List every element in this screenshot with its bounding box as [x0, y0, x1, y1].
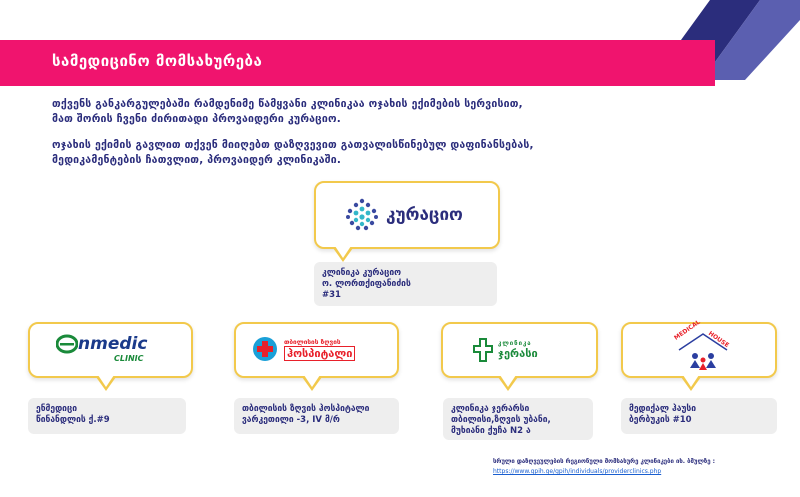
- intro-paragraph-1: [52, 97, 692, 127]
- intro-line: თქვენს განკარგულებაში რამდენიმე წამყვანი კლინიკაა ოჯახის ექიმების სერვისით,: [52, 98, 523, 110]
- address-line: მედიქალ ჰაუსი: [629, 404, 697, 414]
- enmedic-logo-subtext: CLINIC: [114, 354, 144, 363]
- jerarsi-logo-text: კლინიკა: [498, 340, 532, 347]
- jerarsi-address: [443, 398, 593, 440]
- jerarsi-cross-icon: [473, 338, 493, 362]
- medical-house-address: [621, 398, 777, 434]
- footer-note: სრული დაზღვეულების რეგიონული მომსახურე კლინიკები იხ. ბმულზე :: [493, 458, 716, 465]
- enmedic-address: [28, 398, 186, 434]
- jerarsi-bubble: [441, 322, 598, 378]
- medical-house-bubble-tail: [681, 377, 701, 391]
- sea-hospital-address: [234, 398, 399, 434]
- intro-line: ოჯახის ექიმის გავლით თქვენ მიიღებთ დაზღვევით გათვალისწინებულ დაფინანსებას,: [52, 139, 534, 151]
- enmedic-e-icon: [56, 334, 78, 354]
- medical-house-logo: [673, 318, 733, 372]
- curatio-logo: [344, 197, 463, 233]
- address-line: ო. ლორთქიფანიძის: [322, 279, 411, 289]
- sea-hospital-bubble-tail: [302, 377, 322, 391]
- medical-house-bubble: [621, 318, 777, 378]
- intro-line: მათ შორის ჩვენი ძირითადი პროვაიდერი კურაციო.: [52, 113, 341, 125]
- sea-hospital-bubble: [234, 322, 399, 378]
- enmedic-bubble: [28, 322, 193, 378]
- main-clinic-bubble: [314, 181, 500, 249]
- address-line: წინანდლის ქ.#9: [36, 415, 110, 425]
- sea-hospital-cross-icon: [252, 336, 278, 362]
- medical-house-logo-text: MEDICAL: [673, 318, 702, 342]
- sea-hospital-logo-text: თბილისის ზღვის: [284, 337, 341, 346]
- address-line: თბილისის ზღვის ჰოსპიტალი: [242, 404, 370, 414]
- intro-paragraph-2: [52, 138, 692, 168]
- main-clinic-bubble-tail: [333, 248, 353, 262]
- address-line: ვარკეთილი -3, IV მ/რ: [242, 415, 340, 425]
- sea-hospital-logo-subtext: ჰოსპიტალი: [284, 346, 355, 361]
- jerarsi-logo-subtext: ჯერასი: [498, 347, 538, 360]
- enmedic-logo: [56, 334, 147, 363]
- curatio-logo-text: კურაციო: [386, 205, 463, 225]
- address-line: კლინიკა კურაციო: [322, 268, 402, 278]
- main-clinic-address: [314, 262, 497, 306]
- intro-line: მედიკამენტების ჩათვლით, პროვაიდერ კლინიკაში.: [52, 154, 342, 166]
- sea-hospital-logo: [252, 336, 355, 362]
- enmedic-logo-text: nmedic: [78, 334, 148, 354]
- curatio-logo-icon: [344, 197, 380, 233]
- address-line: ენმედიცი: [36, 404, 78, 414]
- jerarsi-bubble-tail: [498, 377, 518, 391]
- provider-clinics-link[interactable]: https://www.gpih.ge/gpih/individuals/providerclinics.php: [493, 468, 662, 475]
- medical-house-logo-subtext: HOUSE: [706, 330, 731, 350]
- address-line: #31: [322, 290, 341, 300]
- jerarsi-logo: [473, 338, 538, 362]
- enmedic-bubble-tail: [96, 377, 116, 391]
- address-line: მუხიანი ქუჩა N2 ა: [451, 426, 531, 436]
- address-line: ბერბუკის #10: [629, 415, 692, 425]
- address-line: თბილისი,ზღვის უბანი,: [451, 415, 551, 425]
- address-line: კლინიკა ჯერარსი: [451, 404, 530, 414]
- page-title: სამედიცინო მომსახურება: [52, 52, 263, 70]
